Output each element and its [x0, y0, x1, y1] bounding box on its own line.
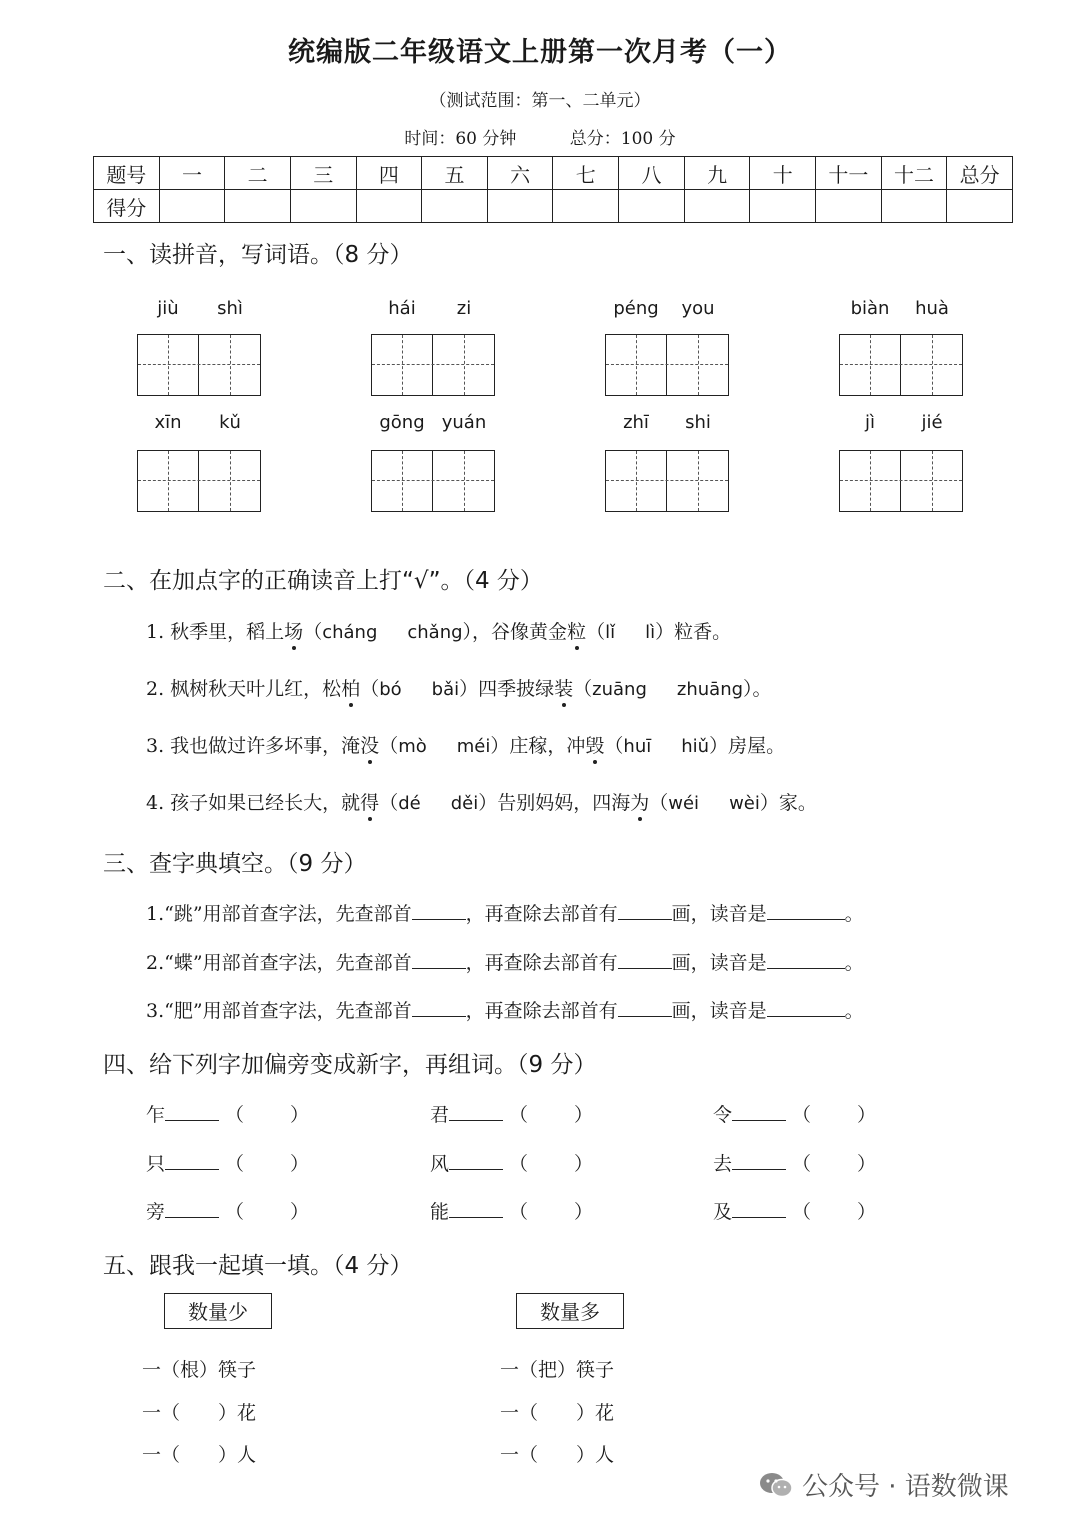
stroke-count-blank[interactable] — [618, 901, 672, 920]
dotted-char: 粒 — [567, 621, 587, 643]
grid-guide — [840, 480, 962, 481]
pronunciation-blank[interactable] — [767, 950, 845, 969]
paren-open: （ — [509, 1201, 529, 1223]
pinyin-option[interactable]: děi — [450, 793, 479, 814]
base-char: 及 — [713, 1201, 733, 1223]
item-text: 。 — [844, 952, 864, 974]
score-header-cell: 十一 — [816, 157, 882, 190]
pinyin-syllable: péng — [613, 298, 659, 319]
score-header-cell: 五 — [422, 157, 488, 190]
many-quantity-box: 数量多 — [516, 1293, 624, 1329]
pinyin-option[interactable]: wèi — [729, 793, 760, 814]
paren-open: （ — [225, 1104, 245, 1126]
grid-divider — [900, 335, 901, 395]
grid-guide — [932, 335, 933, 395]
time-label: 时间：60 分钟 — [404, 129, 517, 149]
base-char: 乍 — [146, 1104, 166, 1126]
radical-item — [713, 1100, 876, 1127]
grid-divider — [900, 451, 901, 511]
dictionary-item — [146, 899, 864, 926]
target-char: “跳” — [164, 903, 203, 925]
score-cell[interactable] — [619, 190, 685, 223]
writing-grid[interactable] — [839, 334, 963, 396]
new-char-blank[interactable] — [449, 1151, 503, 1170]
paren-open: （ — [792, 1201, 812, 1223]
pinyin-option[interactable]: bó — [379, 679, 402, 700]
score-cell[interactable] — [947, 190, 1013, 223]
grid-guide — [636, 335, 637, 395]
grid-divider — [198, 451, 199, 511]
pinyin-option[interactable]: chǎng — [407, 622, 463, 643]
radical-blank[interactable] — [412, 901, 466, 920]
grid-divider — [432, 335, 433, 395]
score-header-cell: 十 — [750, 157, 816, 190]
item-text: ，再查除去部首有 — [465, 1000, 618, 1022]
dotted-char: 毁 — [585, 735, 605, 757]
pinyin-syllable: shì — [217, 298, 243, 319]
score-cell[interactable] — [356, 190, 422, 223]
section3-heading: 三、查字典填空。（9 分） — [103, 851, 367, 877]
radical-item — [713, 1149, 876, 1176]
test-scope: （测试范围：第一、二单元） — [429, 91, 651, 111]
grid-guide — [464, 335, 465, 395]
grid-guide — [372, 480, 494, 481]
total-label: 总分：100 分 — [569, 129, 676, 149]
pinyin-syllable: jié — [921, 412, 943, 433]
pronunciation-blank[interactable] — [767, 901, 845, 920]
writing-grid[interactable] — [371, 450, 495, 512]
measure-word-line: 一（把）筷子 — [500, 1359, 615, 1381]
paren-close: ） — [574, 1201, 594, 1223]
pronunciation-item — [146, 674, 772, 701]
radical-blank[interactable] — [412, 998, 466, 1017]
score-header-cell: 六 — [487, 157, 553, 190]
grid-guide — [606, 480, 728, 481]
pinyin-option[interactable]: wéi — [668, 793, 700, 814]
item-text: ，再查除去部首有 — [465, 903, 618, 925]
score-cell[interactable] — [487, 190, 553, 223]
score-cell[interactable] — [816, 190, 882, 223]
base-char: 能 — [430, 1201, 450, 1223]
target-char: “肥” — [164, 1000, 203, 1022]
paren-open: （ — [792, 1104, 812, 1126]
item-number: 3. — [146, 1000, 165, 1022]
writing-grid[interactable] — [371, 334, 495, 396]
radical-item — [146, 1100, 309, 1127]
new-char-blank[interactable] — [732, 1151, 786, 1170]
item-text: ）家。 — [759, 792, 817, 814]
pinyin-option[interactable]: bǎi — [431, 679, 460, 700]
grid-guide — [230, 451, 231, 511]
grid-guide — [138, 480, 260, 481]
item-text: 。 — [844, 903, 864, 925]
writing-grid[interactable] — [605, 334, 729, 396]
score-header-cell: 一 — [159, 157, 225, 190]
score-cell[interactable] — [225, 190, 291, 223]
grid-divider — [666, 335, 667, 395]
item-text: 。 — [844, 1000, 864, 1022]
new-char-blank[interactable] — [732, 1199, 786, 1218]
wechat-icon — [758, 1471, 794, 1499]
item-text: 2. 枫树秋天叶儿红，松 — [146, 678, 342, 700]
score-table-score-row — [94, 190, 1013, 223]
score-header-cell: 八 — [619, 157, 685, 190]
grid-guide — [464, 451, 465, 511]
paren-open: （ — [225, 1153, 245, 1175]
new-char-blank[interactable] — [165, 1102, 219, 1121]
watermark-text: 公众号 · 语数微课 — [802, 1472, 1009, 1502]
radical-item — [430, 1149, 593, 1176]
writing-grid[interactable] — [839, 450, 963, 512]
page-title: 统编版二年级语文上册第一次月考（一） — [288, 37, 792, 68]
score-cell[interactable] — [684, 190, 750, 223]
pinyin-option[interactable]: méi — [456, 736, 491, 757]
base-char: 去 — [713, 1153, 733, 1175]
pinyin-syllable: huà — [915, 298, 949, 319]
score-header-cell: 九 — [684, 157, 750, 190]
pinyin-syllable: gōng — [379, 412, 425, 433]
grid-guide — [932, 451, 933, 511]
radical-item — [430, 1197, 593, 1224]
pinyin-syllable: you — [681, 298, 715, 319]
item-text: 3. 我也做过许多坏事，淹 — [146, 735, 361, 757]
watermark — [758, 1466, 1009, 1503]
item-text: ，再查除去部首有 — [465, 952, 618, 974]
score-header-cell: 三 — [290, 157, 356, 190]
item-text: ）告别妈妈，四海 — [478, 792, 631, 814]
section2-heading: 二、在加点字的正确读音上打“√”。（4 分） — [103, 568, 543, 594]
dotted-char: 没 — [360, 735, 380, 757]
grid-guide — [606, 364, 728, 365]
pinyin-option[interactable]: lǐ — [605, 622, 616, 643]
pronunciation-item — [146, 731, 785, 758]
paren-open: （ — [509, 1153, 529, 1175]
paren-close: ） — [574, 1104, 594, 1126]
item-text: 1. 秋季里，稻上 — [146, 621, 285, 643]
section4-heading: 四、给下列字加偏旁变成新字，再组词。（9 分） — [103, 1052, 597, 1078]
dotted-char: 装 — [554, 678, 574, 700]
grid-guide — [402, 335, 403, 395]
score-cell[interactable] — [159, 190, 225, 223]
score-header-cell: 十二 — [881, 157, 947, 190]
stroke-count-blank[interactable] — [618, 998, 672, 1017]
grid-divider — [198, 335, 199, 395]
grid-guide — [402, 451, 403, 511]
time-and-score-line — [0, 124, 1080, 149]
grid-guide — [168, 335, 169, 395]
writing-grid[interactable] — [137, 334, 261, 396]
grid-divider — [666, 451, 667, 511]
score-cell[interactable] — [422, 190, 488, 223]
item-text: 4. 孩子如果已经长大，就 — [146, 792, 361, 814]
paren-close: ） — [574, 1153, 594, 1175]
item-number: 2. — [146, 952, 165, 974]
paren-open: （ — [792, 1153, 812, 1175]
base-char: 令 — [713, 1104, 733, 1126]
item-text: （ — [604, 735, 624, 757]
score-table-header-row — [94, 157, 1013, 190]
grid-guide — [230, 335, 231, 395]
score-cell[interactable] — [553, 190, 619, 223]
item-text: 画，读音是 — [671, 903, 767, 925]
paren-close: ） — [290, 1153, 310, 1175]
score-header-cell: 总分 — [947, 157, 1013, 190]
score-table — [93, 156, 1013, 223]
pinyin-option[interactable]: lì — [645, 622, 656, 643]
pinyin-option[interactable]: cháng — [322, 622, 378, 643]
paren-close: ） — [290, 1201, 310, 1223]
grid-guide — [138, 364, 260, 365]
dotted-char: 得 — [360, 792, 380, 814]
dotted-char: 柏 — [341, 678, 361, 700]
grid-divider — [432, 451, 433, 511]
item-text: （ — [573, 678, 593, 700]
item-text: （ — [379, 735, 399, 757]
grid-guide — [870, 335, 871, 395]
pinyin-option[interactable]: dé — [398, 793, 421, 814]
grid-guide — [698, 451, 699, 511]
item-text: ）粒香。 — [655, 621, 732, 643]
few-quantity-box: 数量少 — [164, 1293, 272, 1329]
score-header-cell: 七 — [553, 157, 619, 190]
pinyin-syllable: jiù — [157, 298, 179, 319]
radical-item — [713, 1197, 876, 1224]
item-text: ）。 — [743, 678, 772, 700]
item-text: （ — [303, 621, 323, 643]
item-text: ）庄稼，冲 — [490, 735, 586, 757]
measure-word-line: 一（根）筷子 — [142, 1359, 257, 1381]
score-header-cell: 二 — [225, 157, 291, 190]
item-text: 用部首查字法，先查部首 — [202, 952, 412, 974]
section1-heading: 一、读拼音，写词语。（8 分） — [103, 242, 413, 268]
score-header-cell: 四 — [356, 157, 422, 190]
stroke-count-blank[interactable] — [618, 950, 672, 969]
new-char-blank[interactable] — [449, 1102, 503, 1121]
item-text: 用部首查字法，先查部首 — [202, 1000, 412, 1022]
paren-close: ） — [857, 1201, 877, 1223]
radical-item — [430, 1100, 593, 1127]
score-cell[interactable] — [290, 190, 356, 223]
measure-word-line[interactable]: 一（ ）人 — [142, 1444, 257, 1466]
section5-heading: 五、跟我一起填一填。（4 分） — [103, 1253, 413, 1279]
grid-guide — [372, 364, 494, 365]
pinyin-syllable: shi — [685, 412, 711, 433]
grid-guide — [840, 364, 962, 365]
pronunciation-blank[interactable] — [767, 998, 845, 1017]
grid-guide — [870, 451, 871, 511]
pinyin-option[interactable]: mò — [398, 736, 427, 757]
pronunciation-item — [146, 617, 731, 644]
pronunciation-item — [146, 788, 817, 815]
paren-close: ） — [857, 1153, 877, 1175]
item-text: （ — [586, 621, 606, 643]
new-char-blank[interactable] — [165, 1199, 219, 1218]
item-text: ）房屋。 — [709, 735, 786, 757]
new-char-blank[interactable] — [732, 1102, 786, 1121]
writing-grid[interactable] — [137, 450, 261, 512]
pinyin-syllable: zi — [456, 298, 472, 319]
target-char: “蝶” — [164, 952, 203, 974]
paren-open: （ — [225, 1201, 245, 1223]
dictionary-item — [146, 948, 864, 975]
grid-guide — [698, 335, 699, 395]
measure-word-line[interactable]: 一（ ）人 — [500, 1444, 615, 1466]
dotted-char: 场 — [284, 621, 304, 643]
item-text: 画，读音是 — [671, 1000, 767, 1022]
score-row-label: 得分 — [94, 190, 160, 223]
base-char: 风 — [430, 1153, 450, 1175]
measure-word-line[interactable]: 一（ ）花 — [500, 1402, 615, 1424]
paren-close: ） — [290, 1104, 310, 1126]
radical-item — [146, 1197, 309, 1224]
dictionary-item — [146, 996, 864, 1023]
score-cell[interactable] — [750, 190, 816, 223]
item-number: 1. — [146, 903, 165, 925]
pinyin-syllable: hái — [388, 298, 416, 319]
new-char-blank[interactable] — [449, 1199, 503, 1218]
pinyin-syllable: biàn — [850, 298, 890, 319]
item-text: 用部首查字法，先查部首 — [202, 903, 412, 925]
base-char: 只 — [146, 1153, 166, 1175]
radical-item — [146, 1149, 309, 1176]
grid-guide — [168, 451, 169, 511]
new-char-blank[interactable] — [165, 1151, 219, 1170]
pinyin-option[interactable]: zuāng — [592, 679, 647, 700]
measure-word-line[interactable]: 一（ ）花 — [142, 1402, 257, 1424]
writing-grid[interactable] — [605, 450, 729, 512]
score-header-cell: 题号 — [94, 157, 160, 190]
pinyin-syllable: jì — [864, 412, 875, 433]
score-cell[interactable] — [881, 190, 947, 223]
pinyin-option[interactable]: hiǔ — [681, 736, 710, 757]
item-text: （ — [649, 792, 669, 814]
paren-open: （ — [509, 1104, 529, 1126]
item-text: （ — [379, 792, 399, 814]
pinyin-syllable: xīn — [154, 412, 182, 433]
pinyin-option[interactable]: huī — [623, 736, 652, 757]
pinyin-option[interactable]: zhuāng — [676, 679, 744, 700]
grid-guide — [636, 451, 637, 511]
pinyin-syllable: zhī — [623, 412, 649, 433]
item-text: ）四季披绿 — [459, 678, 555, 700]
pinyin-syllable: kǔ — [219, 412, 241, 433]
paren-close: ） — [857, 1104, 877, 1126]
pinyin-syllable: yuán — [441, 412, 487, 433]
dotted-char: 为 — [630, 792, 650, 814]
item-text: 画，读音是 — [671, 952, 767, 974]
radical-blank[interactable] — [412, 950, 466, 969]
base-char: 旁 — [146, 1201, 166, 1223]
item-text: ），谷像黄金 — [462, 621, 568, 643]
base-char: 君 — [430, 1104, 450, 1126]
item-text: （ — [360, 678, 380, 700]
